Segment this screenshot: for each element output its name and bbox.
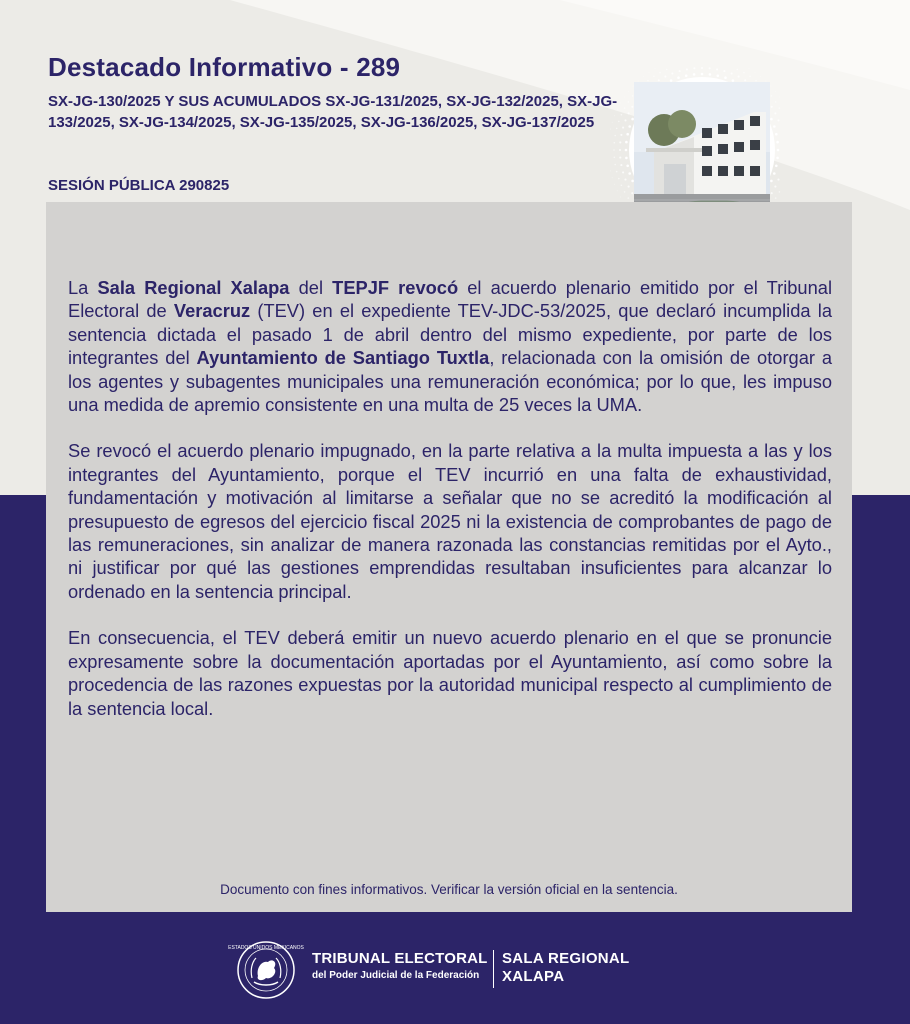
footer-logo (228, 938, 656, 1002)
text-run: , relacionada con la omisión de otorgar a los agentes y subagentes municipales una remuneración económica; por lo que, les impuso una medida de apremio consistente en una multa de 25 veces la UMA. (68, 347, 832, 416)
session-label: SESIÓN PÚBLICA 290825 (48, 177, 230, 194)
paragraph-summary (68, 276, 832, 416)
footer-divider (493, 950, 494, 988)
content-card (46, 202, 852, 912)
seal-text: ESTADOS UNIDOS MEXICANOS (228, 945, 304, 951)
building-icon (634, 82, 770, 218)
text-run: del (289, 277, 333, 298)
text-run: el acuerdo plenario emitido por el Tribunal Electoral de (68, 277, 833, 322)
bold-sala-regional: Sala Regional Xalapa (97, 277, 290, 298)
text-run: La (68, 277, 98, 298)
org-subtitle: del Poder Judicial de la Federación (312, 970, 480, 981)
sala-label: SALA REGIONAL (502, 950, 630, 967)
building-photo (634, 82, 770, 218)
page-title: Destacado Informativo - 289 (48, 52, 401, 82)
bold-veracruz: Veracruz (173, 300, 251, 322)
paragraph-reasoning: Se revocó el acuerdo plenario impugnado, en la parte relativa a la multa impuesta a las y los integrantes del Ayuntamiento, porque el TEV incurrió en una falta de exhaustividad, fundamentación y motivación al limitarse a señalar que no se acreditó la modificación al presupuesto de egresos del ejercicio fiscal 2025 ni la existencia de comprobantes de pago de las remuneraciones, sin analizar de manera razonada las constancias remitidas por el Ayto., ni justificar por qué las gestiones emprendidas resultaban insuficientes para alcanzar lo ordenado en la sentencia principal. (68, 440, 832, 602)
bold-ayuntamiento: Ayuntamiento de Santiago Tuxtla (196, 347, 490, 369)
disclaimer: Documento con fines informativos. Verificar la versión oficial en la sentencia. (220, 882, 678, 897)
body-text (68, 276, 832, 743)
case-ids: SX-JG-130/2025 Y SUS ACUMULADOS SX-JG-131/2025, SX-JG-132/2025, SX-JG-133/2025, SX-JG-134/2025, SX-JG-135/2025, SX-JG-136/2025, SX-JG-137/2025 (48, 93, 618, 131)
mexican-coat-of-arms-icon (228, 940, 304, 1000)
header (48, 52, 628, 133)
text-run: (TEV) en el expediente TEV-JDC-53/2025, que declaró incumplida la sentencia dictada el pasado 1 de abril dentro del mismo expediente, por parte de los integrantes del (68, 300, 832, 369)
bold-tepjf-revoco: TEPJF revocó (332, 277, 459, 298)
sala-city: XALAPA (502, 968, 565, 985)
org-name: TRIBUNAL ELECTORAL (312, 950, 488, 967)
paragraph-consequence: En consecuencia, el TEV deberá emitir un nuevo acuerdo plenario en el que se pronuncie expresamente sobre la documentación aportadas por el Ayuntamiento, así como sobre la procedencia de las razones expuestas por la autoridad municipal respecto al cumplimiento de la sentencia local. (68, 627, 832, 719)
